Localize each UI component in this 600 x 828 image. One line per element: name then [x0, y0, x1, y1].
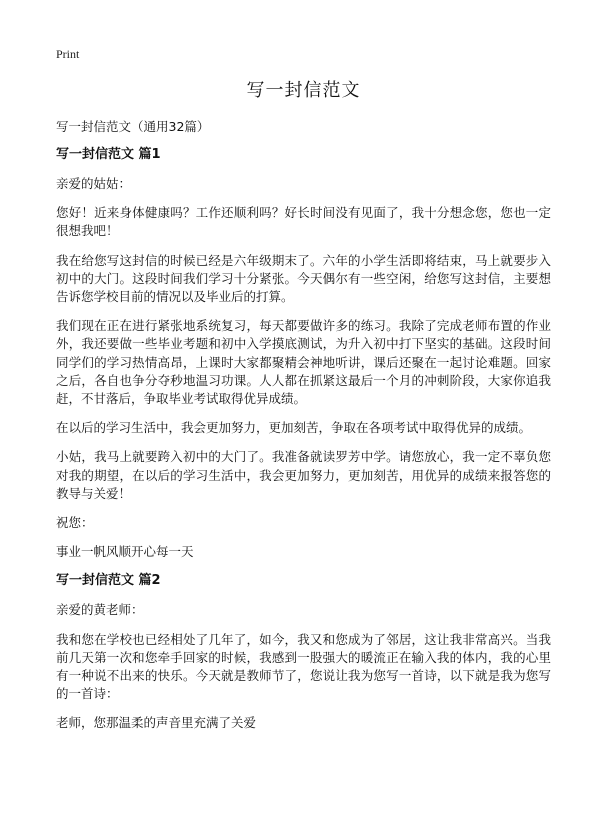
section-2	[56, 572, 551, 732]
salutation: 亲爱的姑姑：	[56, 176, 132, 191]
document-subtitle: 写一封信范文（通用32篇）	[56, 119, 210, 134]
paragraph: 我们现在正在进行紧张地系统复习，每天都要做许多的练习。我除了完成老师布置的作业外，我还要做一些毕业考题和初中入学摸底测试，为升入初中打下坚实的基础。这段时间同学们的学习热情高昂，上课时大家都聚精会神地听讲，课后还聚在一起讨论难题。回家之后，各自也争分夺秒地温习功课。人人都在抓紧这最后一个月的冲刺阶段，大家你追我赶，不甘落后，争取毕业考试取得优异成绩。	[56, 318, 551, 407]
print-link[interactable]: Print	[56, 47, 80, 61]
paragraph: 我和您在学校也已经相处了几年了，如今，我又和您成为了邻居，这让我非常高兴。当我前几天第一次和您牵手回家的时候，我感到一股强大的暖流正在输入我的体内，我的心里有一种说不出来的快乐。今天就是教师节了，您说让我为您写一首诗，以下就是我为您写的一首诗：	[56, 631, 551, 702]
page-title: 写一封信范文	[246, 80, 361, 101]
section-heading: 写一封信范文 篇1	[56, 147, 161, 162]
paragraph: 您好！近来身体健康吗？工作还顺利吗？好长时间没有见面了，我十分想念您，您也一定很想我吧！	[56, 205, 551, 239]
section-heading: 写一封信范文 篇2	[56, 573, 161, 589]
salutation: 亲爱的黄老师：	[56, 602, 144, 618]
closing-wish: 事业一帆风顺开心每一天	[56, 544, 194, 560]
paragraph: 老师，您那温柔的声音里充满了关爱	[56, 715, 257, 731]
closing: 祝您：	[56, 515, 94, 531]
section-1	[56, 146, 551, 561]
paragraph: 在以后的学习生活中，我会更加努力，更加刻苦，争取在各项考试中取得优异的成绩。	[56, 420, 532, 436]
paragraph: 我在给您写这封信的时候已经是六年级期末了。六年的小学生活即将结束，马上就要步入初中的大门。这段时间我们学习十分紧张。今天偶尔有一些空闲，给您写这封信，主要想告诉您学校目前的情况以及毕业后的打算。	[56, 252, 551, 305]
paragraph: 小姑，我马上就要跨入初中的大门了。我准备就读罗芳中学。请您放心，我一定不辜负您对我的期望，在以后的学习生活中，我会更加努力，更加刻苦，用优异的成绩来报答您的教导与关爱！	[56, 449, 551, 501]
document-body	[56, 80, 551, 744]
